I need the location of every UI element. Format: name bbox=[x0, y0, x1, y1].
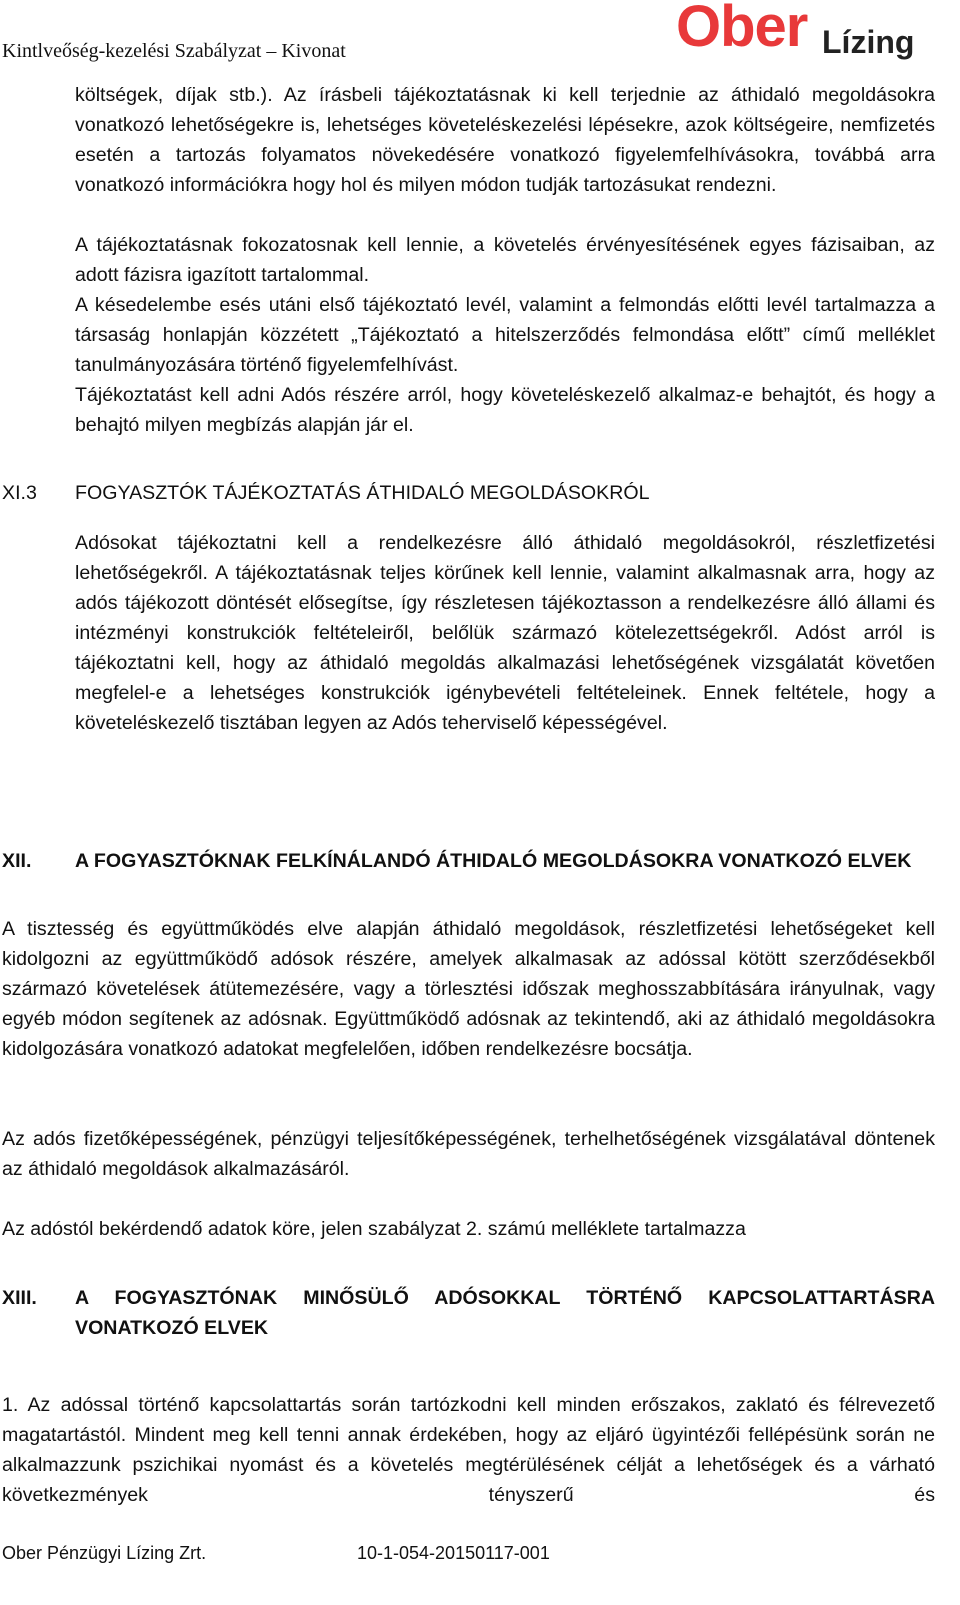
footer-company: Ober Pénzügyi Lízing Zrt. bbox=[2, 1543, 207, 1563]
section-xi3-paragraph: Adósokat tájékoztatni kell a rendelkezésre álló áthidaló megoldásokról, részletfizetési lehetőségekről. A tájékoztatásnak teljes körűnek kell lennie, valamint alkalmasnak arra, hogy az adós tájékozott döntését elősegítse, így részletesen tájékoztasson a rendelkezésre álló állami és intézményi konstrukciók feltételeiről, belőlük származó kötelezettségekről. Adóst arról is tájékoztatni kell, hogy az áthidaló megoldás alkalmazási lehetőségének vizsgálatát követően megfelel-e a lehetséges konstrukciók igénybevételi feltételeinek. Ennek feltétele, hogy a követeléskezelő tisztában legyen az Adós teherviselő képességével. bbox=[75, 532, 935, 734]
footer-reg-number: 10-1-054-20150117-001 bbox=[357, 1543, 550, 1563]
section-xii-number: XII. bbox=[2, 850, 32, 872]
section-xii-title: A FOGYASZTÓKNAK FELKÍNÁLANDÓ ÁTHIDALÓ MEGOLDÁSOKRA VONATKOZÓ ELVEK bbox=[75, 850, 912, 872]
section-xi3-title: FOGYASZTÓK TÁJÉKOZTATÁS ÁTHIDALÓ MEGOLDÁSOKRÓL bbox=[75, 482, 650, 504]
section-xii-paragraph-1: A tisztesség és együttműködés elve alapján áthidaló megoldások, részletfizetési lehetőségeket kell kidolgozni az együttműködő adósok részére, amelyek alkalmasak az adóssal kötött szerződésekből származó követelések átütemezésére, vagy a törlesztési időszak meghosszabbítására irányulnak, vagy egyéb módon segítenek az adósnak. Együttműködő adósnak az tekintendő, aki az áthidaló megoldásokra kidolgozására vonatkozó adatokat megfelelően, időben rendelkezésre bocsátja. bbox=[2, 918, 935, 1060]
section-xiii-paragraph: 1. Az adóssal történő kapcsolattartás során tartózkodni kell minden erőszakos, zaklató és félrevezető magatartástól. Mindent meg kell tenni annak érdekében, hogy az eljáró ügyintézői fellépésünk során ne alkalmazzunk pszichikai nyomást és a követelés megtérülésének célját a lehetőségek és a várható következmények tényszerű és bbox=[2, 1394, 935, 1506]
logo-lizing-text: Lízing bbox=[822, 24, 915, 60]
paragraph-written-info: költségek, díjak stb.). Az írásbeli tájékoztatásnak ki kell terjednie az áthidaló megoldásokra vonatkozó lehetőségekre is, lehetséges követeléskezelési lépésekre, azok költségeire, nemfizetés esetén a tartozás folyamatos növekedésére vonatkozó figyelemfelhívásokra, továbbá arra vonatkozó információkra hogy hol és milyen módon tudják tartozásukat rendezni. bbox=[75, 84, 935, 196]
section-xii-paragraph-3: Az adóstól bekérdendő adatok köre, jelen szabályzat 2. számú melléklete tartalmazza bbox=[2, 1218, 746, 1240]
document-header-title: Kintlveőség-kezelési Szabályzat – Kivonat bbox=[2, 40, 346, 62]
paragraph-gradual-info: A tájékoztatásnak fokozatosnak kell lennie, a követelés érvényesítésének egyes fázisaiban, az adott fázisra igazított tartalommal. bbox=[75, 234, 935, 286]
paragraph-first-letter: A késedelembe esés utáni első tájékoztató levél, valamint a felmondás előtti levél tartalmazza a társaság honlapján közzétett „Tájékoztató a hitelszerződés felmondása előtt” című melléklet tanulmányozására történő figyelemfelhívást. bbox=[75, 294, 935, 376]
paragraph-collector-info: Tájékoztatást kell adni Adós részére arról, hogy követeléskezelő alkalmaz-e behajtót, és hogy a behajtó milyen megbízás alapján jár el. bbox=[75, 384, 935, 436]
ober-lizing-logo bbox=[676, 0, 938, 70]
section-xi3-number: XI.3 bbox=[2, 482, 37, 504]
logo-ober-text: Ober bbox=[676, 0, 808, 59]
section-xiii-title: A FOGYASZTÓNAK MINŐSÜLŐ ADÓSOKKAL TÖRTÉNŐ KAPCSOLATTARTÁSRA VONATKOZÓ ELVEK bbox=[75, 1287, 935, 1339]
section-xii-paragraph-2: Az adós fizetőképességének, pénzügyi teljesítőképességének, terhelhetőségének vizsgálatával döntenek az áthidaló megoldások alkalmazásáról. bbox=[2, 1128, 935, 1180]
section-xiii-number: XIII. bbox=[2, 1287, 37, 1309]
